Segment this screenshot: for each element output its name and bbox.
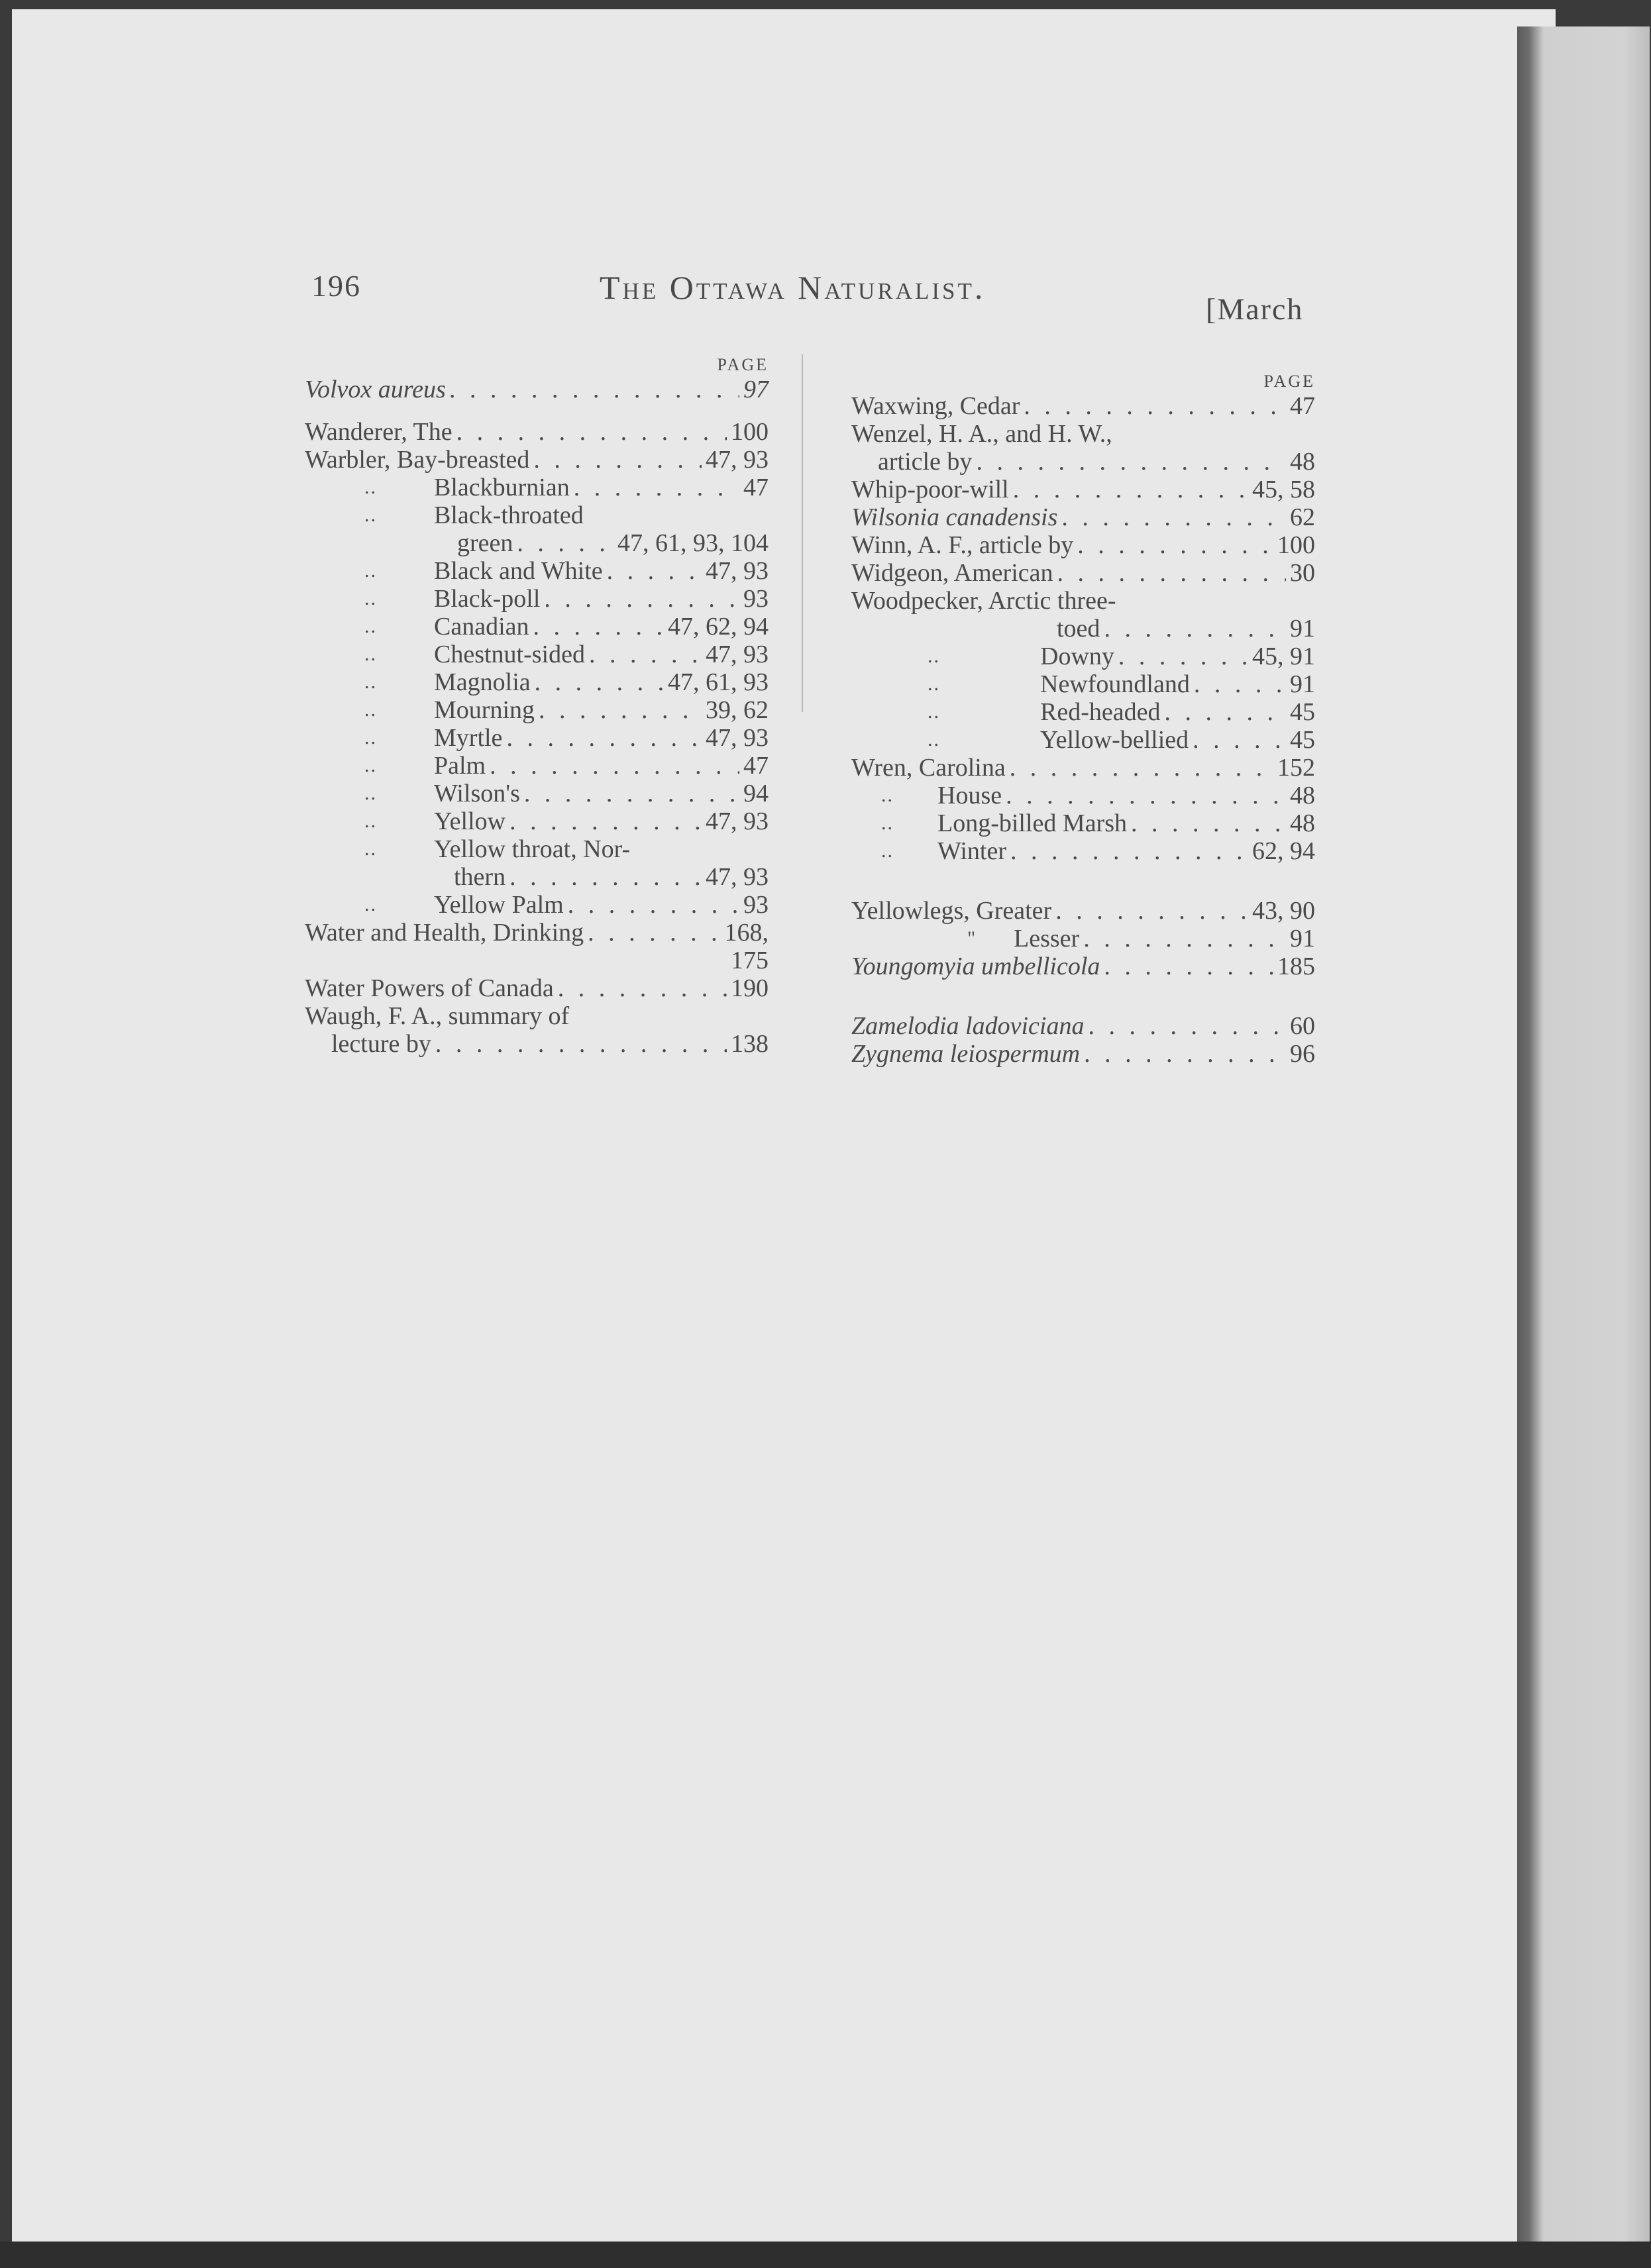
index-entry: Wenzel, H. A., and H. W., bbox=[851, 420, 1112, 448]
index-entry: .. Yellow . . . 47, 93 bbox=[305, 807, 769, 835]
index-entry: thern . . . 47, 93 bbox=[305, 863, 769, 891]
index-column-left bbox=[305, 354, 769, 1058]
index-entry: toed . . . 91 bbox=[851, 615, 1315, 643]
running-month: [March bbox=[1206, 292, 1304, 326]
index-entry: .. Winter . . . 62, 94 bbox=[851, 837, 1315, 865]
ditto-mark: .. bbox=[928, 729, 940, 750]
column-divider bbox=[802, 354, 803, 712]
ditto-mark: .. bbox=[881, 784, 894, 806]
ditto-mark: .. bbox=[364, 699, 377, 721]
index-entry: green . . . 47, 61, 93, 104 bbox=[305, 529, 769, 557]
index-entry: .. Black and White . . . 47, 93 bbox=[305, 557, 769, 585]
index-entry: Water Powers of Canada . . . 190 bbox=[305, 974, 769, 1002]
index-entry: .. Red-headed . . . 45 bbox=[851, 698, 1315, 726]
ditto-mark: .. bbox=[364, 810, 377, 832]
index-entry: .. Yellow Palm . . . 93 bbox=[305, 891, 769, 919]
index-entry: " Lesser . . . 91 bbox=[851, 925, 1315, 953]
scan-bottom-edge bbox=[0, 2242, 1651, 2268]
index-entry: Water and Health, Drinking . . . 168, bbox=[305, 919, 769, 947]
index-entry: .. House . . . 48 bbox=[851, 782, 1315, 809]
index-entry: .. Palm . . . 47 bbox=[305, 752, 769, 780]
ditto-mark: .. bbox=[364, 754, 377, 776]
index-entry: Winn, A. F., article by . . . 100 bbox=[851, 531, 1315, 559]
page-sheet bbox=[12, 9, 1556, 2242]
ditto-mark: " bbox=[967, 927, 977, 949]
index-entry: Wanderer, The . . . 100 bbox=[305, 418, 769, 446]
index-entry: .. Newfoundland . . . 91 bbox=[851, 670, 1315, 698]
index-entry: .. Myrtle . . . 47, 93 bbox=[305, 724, 769, 752]
index-entry: Volvox aureus . . . 97 bbox=[305, 376, 769, 403]
index-entry: Widgeon, American . . . 30 bbox=[851, 559, 1315, 587]
index-entry: Warbler, Bay-breasted . . . 47, 93 bbox=[305, 446, 769, 474]
ditto-mark: .. bbox=[364, 588, 377, 609]
index-entry: Zamelodia ladoviciana . . . 60 bbox=[851, 1012, 1315, 1040]
page-column-label: PAGE bbox=[717, 355, 769, 374]
ditto-mark: .. bbox=[364, 615, 377, 637]
index-entry: .. Black-throated bbox=[364, 501, 584, 529]
index-entry: Yellowlegs, Greater . . . 43, 90 bbox=[851, 897, 1315, 925]
index-entry: .. Yellow-bellied . . . 45 bbox=[851, 726, 1315, 754]
index-entry: Woodpecker, Arctic three- bbox=[851, 587, 1116, 615]
index-entry: .. Magnolia . . . 47, 61, 93 bbox=[305, 668, 769, 696]
index-entry: lecture by . . . 138 bbox=[305, 1030, 769, 1058]
ditto-mark: .. bbox=[364, 643, 377, 665]
ditto-mark: .. bbox=[364, 894, 377, 915]
index-entry: Wren, Carolina . . . 152 bbox=[851, 754, 1315, 782]
ditto-mark: .. bbox=[364, 671, 377, 693]
index-entry-continuation: 175 bbox=[731, 947, 769, 974]
index-entry: .. Canadian . . . 47, 62, 94 bbox=[305, 613, 769, 641]
page-number: 196 bbox=[311, 269, 361, 303]
ditto-mark: .. bbox=[928, 701, 940, 723]
index-entry: Whip-poor-will . . . 45, 58 bbox=[851, 476, 1315, 503]
ditto-mark: .. bbox=[364, 838, 377, 860]
index-entry: Waugh, F. A., summary of bbox=[305, 1002, 570, 1030]
index-entry: .. Blackburnian . . . 47 bbox=[305, 474, 769, 501]
ditto-mark: .. bbox=[364, 504, 377, 526]
index-entry: Waxwing, Cedar . . . 47 bbox=[851, 392, 1315, 420]
ditto-mark: .. bbox=[364, 476, 377, 498]
index-entry: .. Long-billed Marsh . . . 48 bbox=[851, 809, 1315, 837]
ditto-mark: .. bbox=[928, 645, 940, 667]
ditto-mark: .. bbox=[364, 560, 377, 582]
ditto-mark: .. bbox=[364, 782, 377, 804]
index-column-right bbox=[851, 371, 1315, 1068]
index-entry: .. Mourning . . . 39, 62 bbox=[305, 696, 769, 724]
index-entry: .. Yellow throat, Nor- bbox=[364, 835, 631, 863]
ditto-mark: .. bbox=[364, 727, 377, 748]
ditto-mark: .. bbox=[928, 673, 940, 695]
index-entry: article by . . . 48 bbox=[851, 448, 1315, 476]
index-entry: .. Black-poll . . . 93 bbox=[305, 585, 769, 613]
ditto-mark: .. bbox=[881, 812, 894, 834]
index-entry: .. Wilson's . . . 94 bbox=[305, 780, 769, 807]
index-entry: Zygnema leiospermum . . . 96 bbox=[851, 1040, 1315, 1068]
index-entry: .. Chestnut-sided . . . 47, 93 bbox=[305, 641, 769, 668]
index-entry: .. Downy . . . 45, 91 bbox=[851, 643, 1315, 670]
running-title: The Ottawa Naturalist. bbox=[600, 269, 986, 306]
index-entry: Wilsonia canadensis . . . 62 bbox=[851, 503, 1315, 531]
ditto-mark: .. bbox=[881, 840, 894, 862]
page-column-label: PAGE bbox=[1263, 372, 1315, 391]
book-spine-edge bbox=[1517, 26, 1650, 2245]
index-entry: Youngomyia umbellicola . . . 185 bbox=[851, 953, 1315, 980]
